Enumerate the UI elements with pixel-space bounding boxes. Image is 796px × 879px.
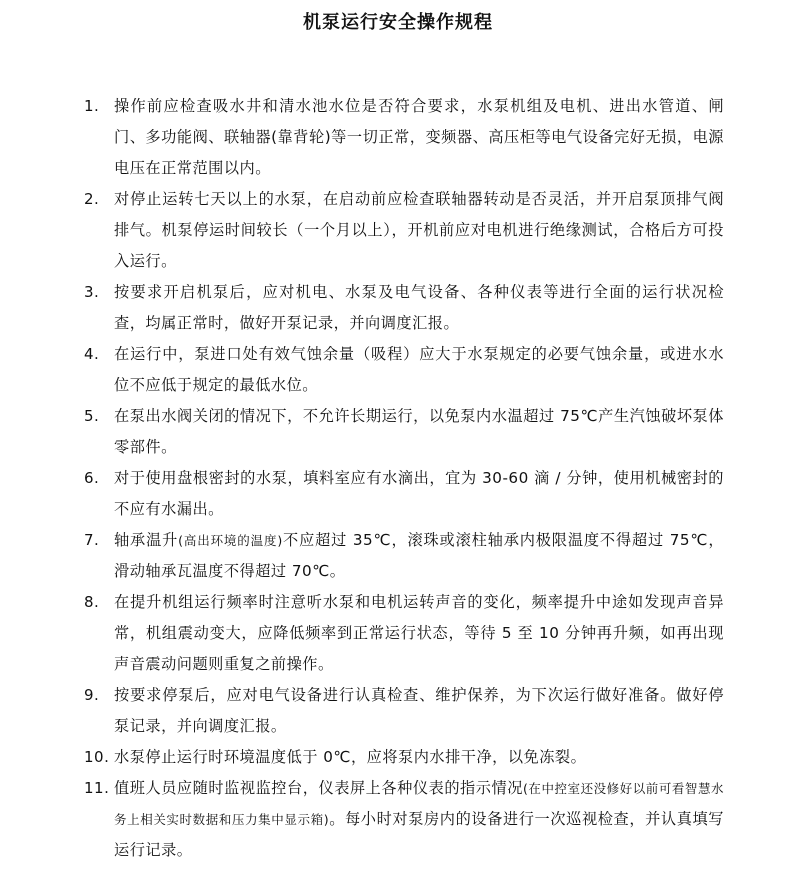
rule-text (114, 531, 724, 580)
rule-item-10 (84, 742, 724, 773)
rule-text: 操作前应检查吸水井和清水池水位是否符合要求，水泵机组及电机、进出水管道、闸门、多功能阀、联轴器(靠背轮)等一切正常，变频器、高压柜等电气设备完好无损，电源电压在正常范围以内。 (114, 97, 724, 177)
rule-text: 在泵出水阀关闭的情况下，不允许长期运行，以免泵内水温超过 75℃产生汽蚀破坏泵体零部件。 (114, 407, 724, 456)
rule-item-2 (84, 184, 724, 277)
rule-number: 10. (84, 748, 110, 766)
rule-item-5 (84, 401, 724, 463)
rule-number: 11. (84, 779, 110, 797)
rule-text-part: 值班人员应随时监视监控台，仪表屏上各种仪表的指示情况 (114, 779, 523, 797)
rule-text: 在提升机组运行频率时注意听水泵和电机运转声音的变化，频率提升中途如发现声音异常，机组震动变大，应降低频率到正常运行状态，等待 5 至 10 分钟再升频，如再出现声音震动问题则重复之前操作。 (114, 593, 724, 673)
rule-text: 水泵停止运行时环境温度低于 0℃，应将泵内水排干净，以免冻裂。 (114, 748, 587, 766)
rule-number: 7. (84, 531, 100, 549)
page-title: 机泵运行安全操作规程 (303, 12, 493, 33)
rule-text: 按要求开启机泵后，应对机电、水泵及电气设备、各种仪表等进行全面的运行状况检查，均属正常时，做好开泵记录，并向调度汇报。 (114, 283, 724, 332)
rule-text-part: 。每小时对泵房内的设备进行一次巡视检查，并认真填写运行记录。 (114, 810, 724, 859)
rule-number: 5. (84, 407, 100, 425)
rule-text-note: (高出环境的温度) (178, 533, 283, 548)
rule-number: 3. (84, 283, 100, 301)
rule-text: 对于使用盘根密封的水泵，填料室应有水滴出，宜为 30-60 滴 / 分钟，使用机械密封的不应有水漏出。 (114, 469, 724, 518)
rule-text-part: 轴承温升 (114, 531, 179, 549)
rule-text: 在运行中，泵进口处有效气蚀余量（吸程）应大于水泵规定的必要气蚀余量，或进水水位不应低于规定的最低水位。 (114, 345, 724, 394)
rule-number: 1. (84, 97, 100, 115)
rule-text (114, 779, 724, 859)
rule-item-1 (84, 91, 724, 184)
rule-number: 2. (84, 190, 100, 208)
rule-item-6 (84, 463, 724, 525)
rule-item-3 (84, 277, 724, 339)
rule-item-7 (84, 525, 724, 587)
rule-text-part: 不应超过 35℃，滚珠或滚柱轴承内极限温度不得超过 75℃，滑动轴承瓦温度不得超过 70℃。 (114, 531, 725, 580)
rule-number: 4. (84, 345, 100, 363)
rule-number: 6. (84, 469, 100, 487)
rule-item-8 (84, 587, 724, 680)
rule-number: 8. (84, 593, 100, 611)
rule-number: 9. (84, 686, 100, 704)
rule-item-9 (84, 680, 724, 742)
rule-text: 对停止运转七天以上的水泵，在启动前应检查联轴器转动是否灵活，并开启泵顶排气阀排气。机泵停运时间较长（一个月以上），开机前应对电机进行绝缘测试，合格后方可投入运行。 (114, 190, 724, 270)
rule-text: 按要求停泵后，应对电气设备进行认真检查、维护保养，为下次运行做好准备。做好停泵记录，并向调度汇报。 (114, 686, 724, 735)
rules-list (84, 91, 724, 866)
rule-item-4 (84, 339, 724, 401)
rule-text-note: (在中控室还没修好以前可看智慧水务上相关实时数据和压力集中显示箱) (114, 781, 724, 827)
rule-item-11 (84, 773, 724, 866)
